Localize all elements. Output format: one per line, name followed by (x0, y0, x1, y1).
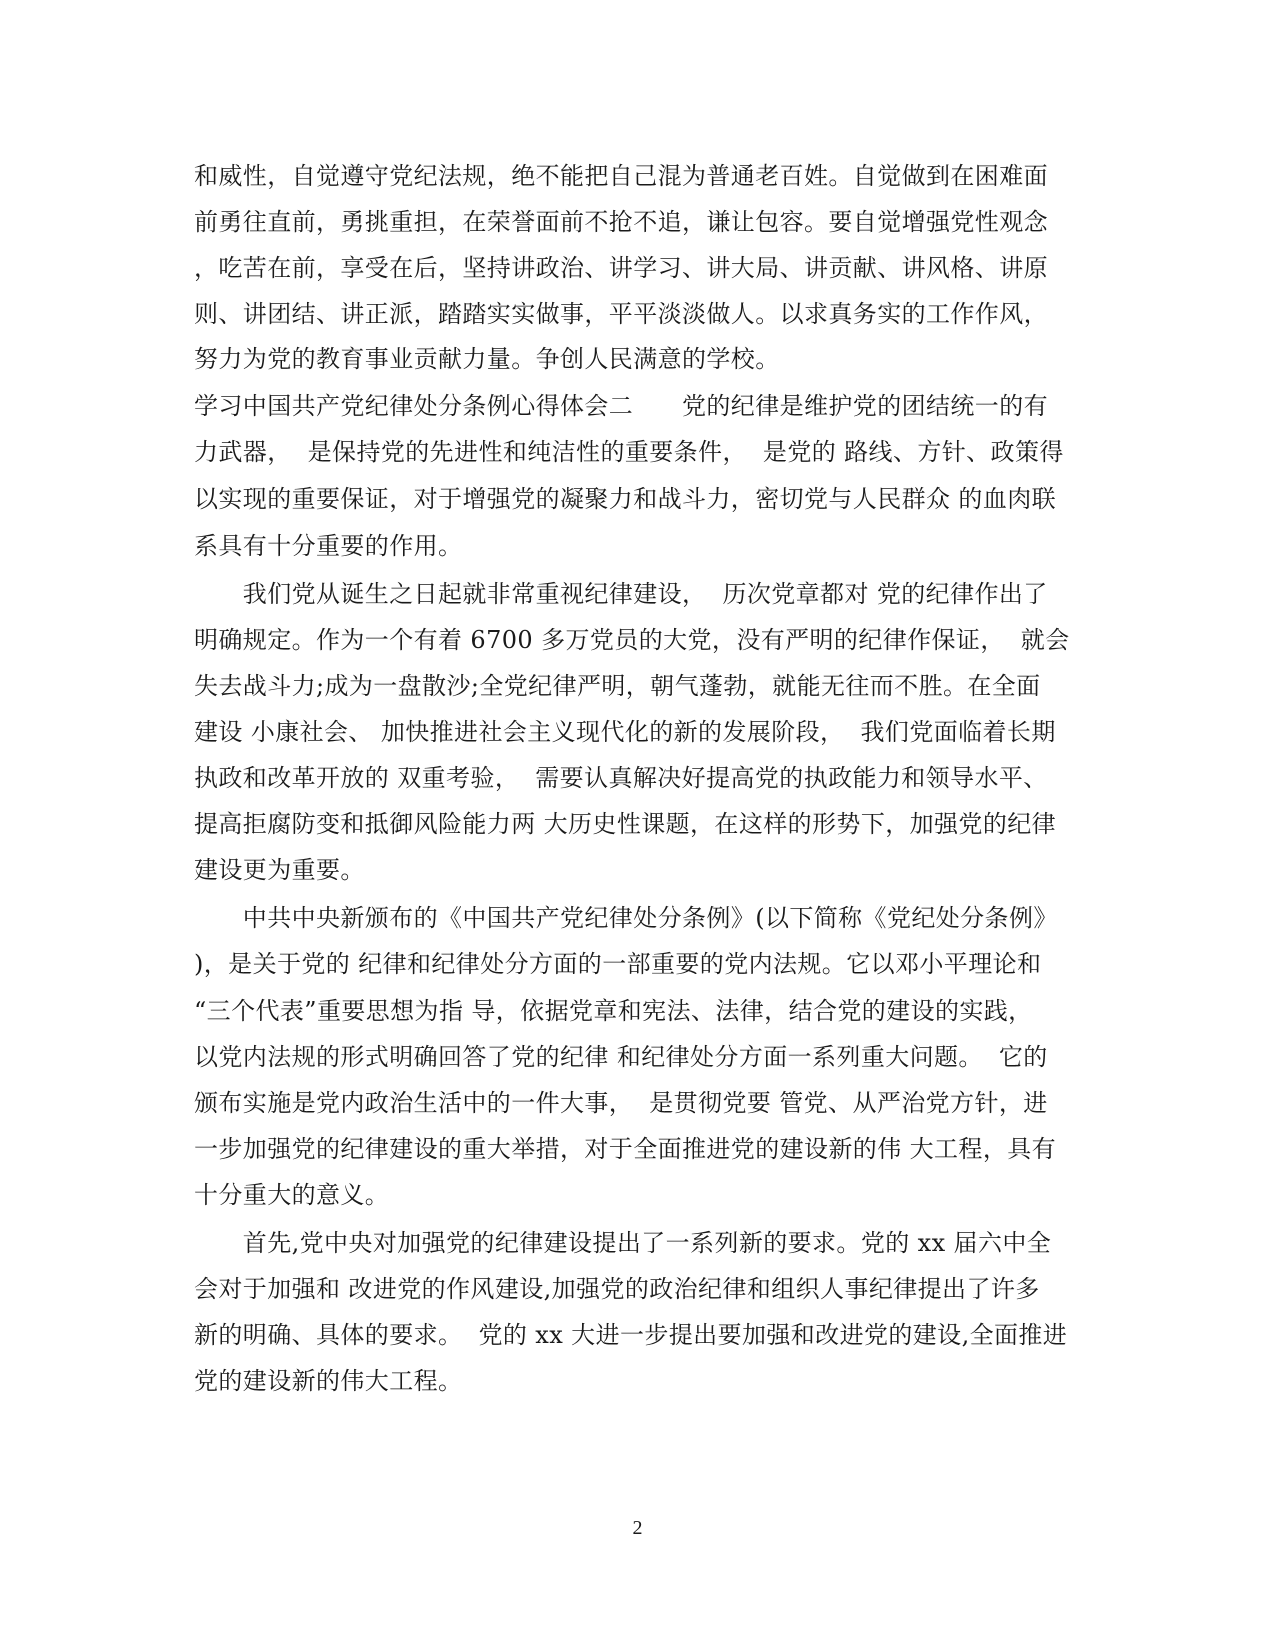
text-line: 新的明确、具体的要求。 党的 xx 大进一步提出要加强和改进党的建设,全面推进 (194, 1321, 1068, 1349)
text-line: )，是关于党的 纪律和纪律处分方面的一部重要的党内法规。它以邓小平理论和 (194, 950, 1042, 978)
text-line: 提高拒腐防变和抵御风险能力两 大历史性课题，在这样的形势下，加强党的纪律 (194, 810, 1057, 838)
paragraph-first-line: 中共中央新颁布的《中国共产党纪律处分条例》(以下简称《党纪处分条例》 (194, 904, 1058, 932)
text-line: 一步加强党的纪律建设的重大举措，对于全面推进党的建设新的伟 大工程，具有 (194, 1135, 1057, 1163)
text-line: 努力为党的教育事业贡献力量。争创人民满意的学校。 (194, 345, 780, 373)
text-line: 明确规定。作为一个有着 6700 多万党员的大党，没有严明的纪律作保证， 就会 (194, 626, 1070, 654)
page-number: 2 (632, 1517, 643, 1539)
text-line: 会对于加强和 改进党的作风建设,加强党的政治纪律和组织人事纪律提出了许多 (194, 1275, 1040, 1303)
text-line: 党的建设新的伟大工程。 (194, 1367, 463, 1395)
text-line: 十分重大的意义。 (194, 1181, 390, 1209)
text-line: 以实现的重要保证，对于增强党的凝聚力和战斗力，密切党与人民群众 的血肉联 (194, 485, 1057, 513)
text-line: 前勇往直前，勇挑重担，在荣誉面前不抢不追，谦让包容。要自觉增强党性观念 (194, 208, 1048, 236)
text-line: 以党内法规的形式明确回答了党的纪律 和纪律处分方面一系列重大问题。 它的 (194, 1043, 1048, 1071)
text-line: “三个代表”重要思想为指 导，依据党章和宪法、法律，结合党的建设的实践， (194, 997, 1033, 1025)
text-line: 失去战斗力;成为一盘散沙;全党纪律严明，朝气蓬勃，就能无往而不胜。在全面 (194, 672, 1041, 700)
paragraph-first-line: 我们党从诞生之日起就非常重视纪律建设， 历次党章都对 党的纪律作出了 (194, 580, 1048, 608)
text-line: 建设 小康社会、 加快推进社会主义现代化的新的发展阶段， 我们党面临着长期 (194, 718, 1056, 746)
text-line: 建设更为重要。 (194, 856, 365, 884)
text-line: ，吃苦在前，享受在后，坚持讲政治、讲学习、讲大局、讲贡献、讲风格、讲原 (194, 254, 1048, 282)
text-line: 系具有十分重要的作用。 (194, 532, 463, 560)
text-line: 则、讲团结、讲正派，踏踏实实做事，平平淡淡做人。以求真务实的工作作风， (194, 300, 1048, 328)
text-line: 力武器， 是保持党的先进性和纯洁性的重要条件， 是党的 路线、方针、政策得 (194, 438, 1064, 466)
section-heading-line: 学习中国共产党纪律处分条例心得体会二 党的纪律是维护党的团结统一的有 (194, 392, 1048, 420)
text-line: 颁布实施是党内政治生活中的一件大事， 是贯彻党要 管党、从严治党方针，进 (194, 1089, 1048, 1117)
text-line: 执政和改革开放的 双重考验， 需要认真解决好提高党的执政能力和领导水平、 (194, 764, 1048, 792)
text-line: 和威性，自觉遵守党纪法规，绝不能把自己混为普通老百姓。自觉做到在困难面 (194, 162, 1048, 190)
paragraph-first-line: 首先,党中央对加强党的纪律建设提出了一系列新的要求。党的 xx 届六中全 (194, 1229, 1052, 1257)
